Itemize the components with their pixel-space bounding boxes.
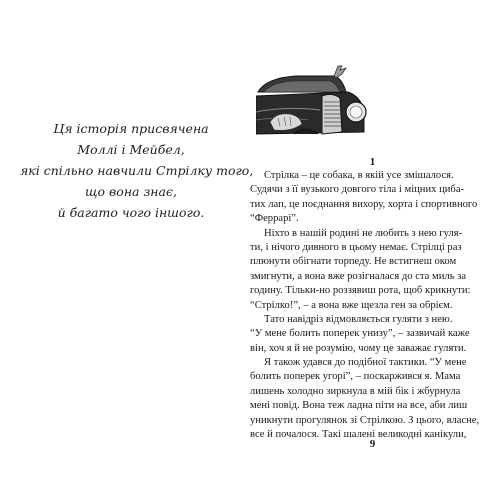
dedication-line: Ця історія присвячена — [53, 121, 209, 136]
chapter-body-text — [250, 169, 495, 442]
text-line: “Стрілко!”, – а вона вже щезла ген за обрієм. — [250, 299, 453, 311]
dedication-line: що вона знає, — [85, 184, 177, 199]
text-line: годину. Тільки-но роззявиш рота, щоб крикнути: — [250, 285, 471, 297]
text-line: Тато навідріз відмовляється гуляти з нею. — [264, 313, 453, 325]
text-line: плюнути обігнати торпеду. Не встигнеш оком — [250, 256, 457, 268]
text-line: Я також удався до подібної тактики. “У мене — [264, 357, 467, 369]
vintage-car-illustration — [256, 62, 378, 142]
text-line: болить поперек угорі”, – поскаржився я. Мама — [250, 371, 461, 383]
page-number: 9 — [369, 438, 376, 450]
text-line: змигнути, а вона вже розігналася до ста миль за — [250, 270, 467, 282]
text-line: він, хоч я й не розумію, чому це заважає гуляти. — [250, 342, 467, 354]
text-line: “Феррарі”. — [250, 213, 299, 225]
dedication-line: й багато чого іншого. — [57, 205, 205, 220]
text-line: Ніхто в нашій родині не любить з нею гуля- — [264, 227, 463, 239]
vintage-car-illustration-svg — [256, 62, 378, 142]
dedication-line: які спільно навчили Стрілку того, — [20, 163, 254, 178]
text-line: лишень холодно зиркнула в мій бік і жбурнула — [250, 385, 461, 397]
chapter-number: 1 — [369, 156, 376, 168]
text-line: ти, і нічого дивного в цьому немає. Стрілці раз — [250, 241, 462, 253]
text-line: Стрілка – це собака, в якій усе змішалося. — [264, 170, 454, 181]
dedication — [20, 118, 254, 223]
text-line: уникнути прогулянок зі Стрілкою. З цього, власне, — [250, 414, 480, 426]
text-line: мені повід. Вона теж ладна піти на все, аби лиш — [250, 400, 468, 412]
text-line: тих лап, це поєднання вихору, хорта і спортивного — [250, 198, 478, 210]
text-line: “У мене болить поперек унизу”, – зазвичай каже — [250, 328, 470, 340]
text-line: Судячи з її вузького довгого тіла і міцних циба- — [250, 184, 465, 196]
text-line: все й почалося. Такі шалені великодні канікули, — [250, 429, 467, 441]
dedication-line: Моллі і Мейбел, — [77, 142, 185, 157]
